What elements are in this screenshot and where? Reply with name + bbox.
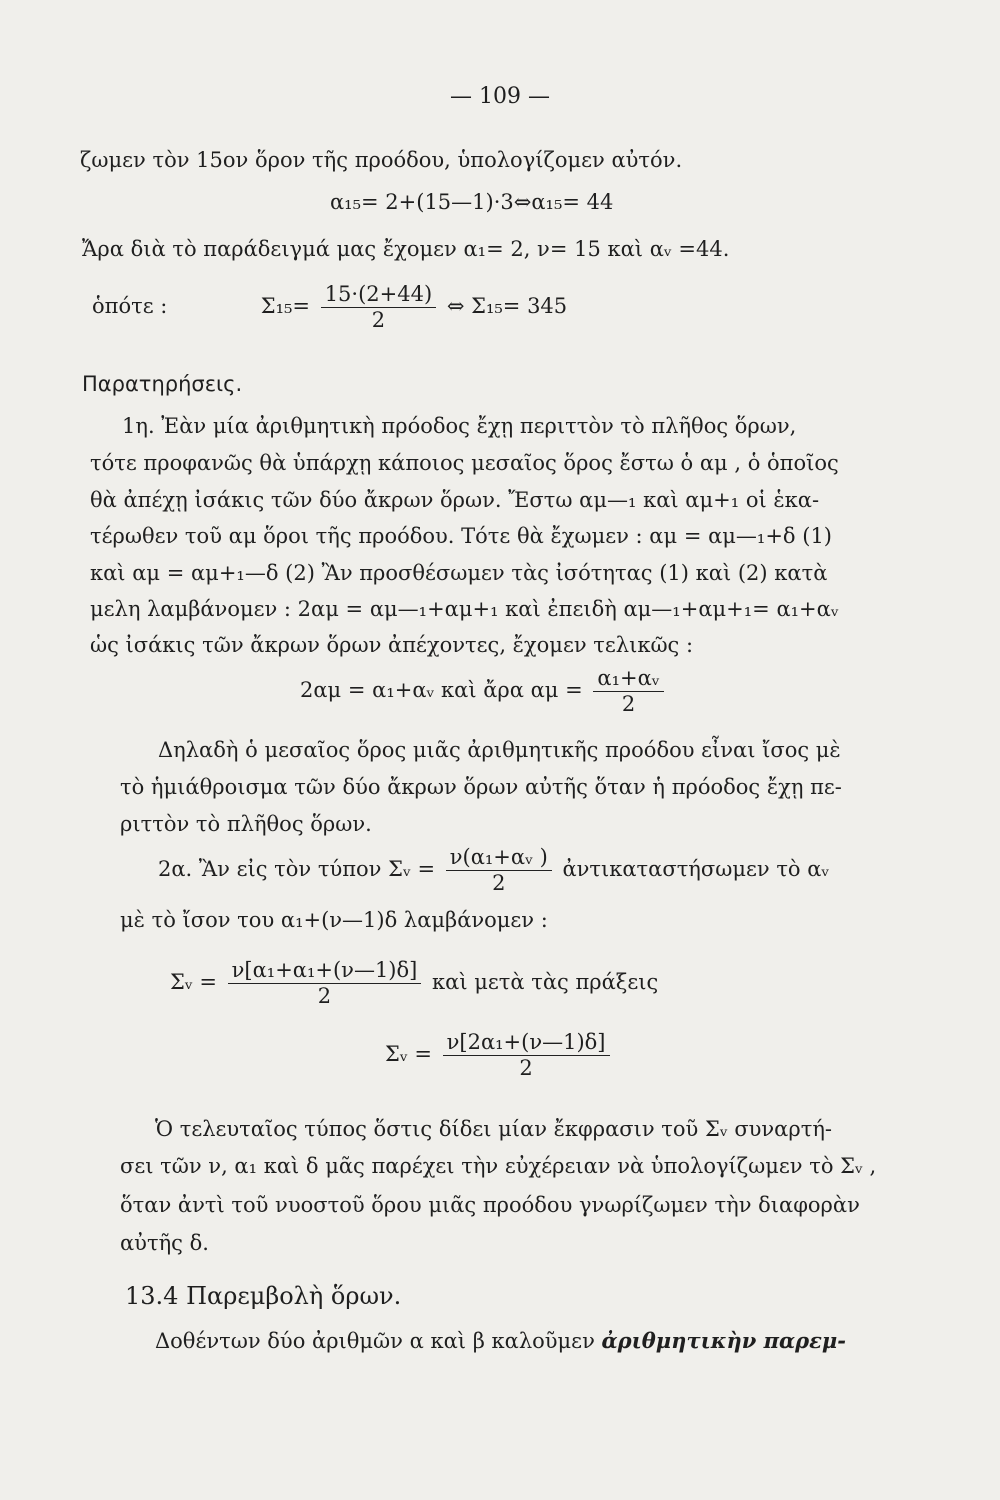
- fraction-numerator: ν[α₁+α₁+(ν—1)δ]: [228, 958, 422, 984]
- section-heading: 13.4 Παρεμβολὴ ὅρων.: [125, 1282, 402, 1310]
- fraction-numerator: ν[2α₁+(ν—1)δ]: [443, 1030, 610, 1056]
- text-line: θὰ ἀπέχῃ ἰσάκις τῶν δύο ἄκρων ὅρων. Ἔστω αμ—₁ καὶ αμ+₁ οἱ ἑκα-: [90, 488, 820, 512]
- fraction: [228, 958, 422, 1009]
- text-line: τότε προφανῶς θὰ ὑπάρχῃ κάποιος μεσαῖος ὅρος ἔστω ὁ αμ , ὁ ὁποῖος: [90, 451, 839, 475]
- equation-line: α₁₅= 2+(15—1)·3⇔α₁₅= 44: [330, 190, 614, 214]
- text-line: 1η. Ἐὰν μία ἀριθμητικὴ πρόοδος ἔχῃ περιττὸν τὸ πλῆθος ὅρων,: [122, 414, 797, 438]
- text-line: Ὁ τελευταῖος τύπος ὅστις δίδει μίαν ἔκφρασιν τοῦ Σᵥ συναρτή-: [155, 1117, 833, 1141]
- equation-final: [385, 1030, 614, 1081]
- fraction-denominator: 2: [492, 871, 506, 896]
- text-line: τὸ ἡμιάθροισμα τῶν δύο ἄκρων ὅρων αὐτῆς ὅταν ἡ πρόοδος ἔχῃ πε-: [120, 775, 842, 799]
- fraction-denominator: 2: [317, 984, 332, 1009]
- fraction: [443, 1030, 610, 1081]
- fraction-numerator: α₁+αᵥ: [593, 666, 663, 692]
- text-line: μὲ τὸ ἴσον του α₁+(ν—1)δ λαμβάνομεν :: [120, 908, 548, 932]
- fraction-denominator: 2: [371, 308, 386, 333]
- fraction-numerator: 15·(2+44): [321, 282, 436, 308]
- eq4-tail: καὶ μετὰ τὰς πράξεις: [432, 970, 659, 995]
- text-line-last: [155, 1328, 846, 1354]
- page-number: — 109 —: [450, 84, 550, 109]
- text-line: Ἄρα διὰ τὸ παράδειγμά μας ἔχομεν α₁= 2, ν= 15 καὶ αᵥ =44.: [82, 237, 730, 261]
- eq1-lhs: Σ₁₅=: [260, 294, 310, 319]
- text-line: σει τῶν ν, α₁ καὶ δ μᾶς παρέχει τὴν εὐχέρειαν νὰ ὑπολογίζωμεν τὸ Σᵥ ,: [120, 1154, 877, 1178]
- text-line: ζωμεν τὸν 15ον ὅρον τῆς προόδου, ὑπολογίζομεν αὐτόν.: [80, 148, 683, 172]
- text-line: Δοθέντων δύο ἀριθμῶν α καὶ β καλοῦμεν: [155, 1329, 602, 1353]
- text-line: ὡς ἰσάκις τῶν ἄκρων ὅρων ἀπέχοντες, ἔχομεν τελικῶς :: [90, 633, 694, 657]
- fraction-numerator: ν(α₁+αᵥ ): [446, 845, 552, 871]
- fraction-denominator: 2: [621, 692, 636, 717]
- eq4-lhs: Σᵥ =: [170, 970, 217, 995]
- eq5-lhs: Σᵥ =: [385, 1042, 432, 1067]
- fraction: [446, 845, 552, 896]
- equation-sum-15: [92, 282, 567, 333]
- text-line: μελη λαμβάνομεν : 2αμ = αμ—₁+αμ+₁ καὶ ἐπειδὴ αμ—₁+αμ+₁= α₁+αᵥ: [90, 597, 839, 621]
- text-line: τέρωθεν τοῦ αμ ὅροι τῆς προόδου. Τότε θὰ ἔχωμεν : αμ = αμ—₁+δ (1): [90, 524, 832, 548]
- eq2-lhs: 2αμ = α₁+αᵥ καὶ ἄρα αμ =: [300, 678, 583, 703]
- eq3-tail: ἀντικαταστήσωμεν τὸ αᵥ: [562, 857, 830, 882]
- eq1-rhs: ⇔ Σ₁₅= 345: [446, 294, 568, 319]
- equation-substitution: [170, 958, 658, 1009]
- text-line: ὅταν ἀντὶ τοῦ νυοστοῦ ὅρου μιᾶς προόδου γνωρίζωμεν τὴν διαφορὰν: [120, 1193, 860, 1217]
- fraction: [321, 282, 436, 333]
- text-line: ριττὸν τὸ πλῆθος ὅρων.: [120, 812, 372, 836]
- remarks-heading: Παρατηρήσεις.: [82, 372, 243, 396]
- fraction: [593, 666, 663, 717]
- text-line: Δηλαδὴ ὁ μεσαῖος ὅρος μιᾶς ἀριθμητικῆς προόδου εἶναι ἴσος μὲ: [158, 738, 841, 762]
- eq1-lead: ὁπότε :: [92, 294, 168, 319]
- emphasized-term: ἀριθμητικὴν παρεμ-: [601, 1328, 846, 1353]
- equation-middle-term: [300, 666, 668, 717]
- eq3-lead: 2α. Ἂν εἰς τὸν τύπον Σᵥ =: [158, 857, 436, 882]
- fraction-denominator: 2: [519, 1056, 533, 1081]
- equation-sum-formula: [158, 845, 829, 896]
- text-line: αὐτῆς δ.: [120, 1231, 209, 1255]
- text-line: καὶ αμ = αμ+₁—δ (2) Ἂν προσθέσωμεν τὰς ἰσότητας (1) καὶ (2) κατὰ: [90, 561, 828, 585]
